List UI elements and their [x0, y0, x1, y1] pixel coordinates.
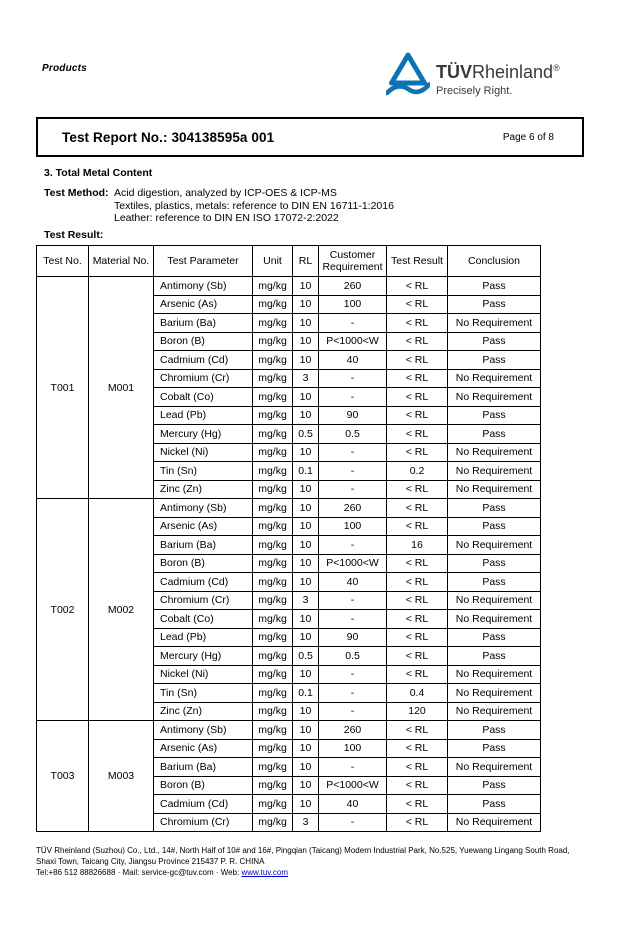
- table-row: [37, 277, 541, 296]
- requirement-cell: -: [319, 536, 387, 555]
- unit-cell: mg/kg: [253, 517, 293, 536]
- result-cell: < RL: [387, 739, 448, 758]
- column-header: Unit: [253, 246, 293, 277]
- logo-text: [436, 58, 560, 97]
- unit-cell: mg/kg: [253, 591, 293, 610]
- test-method-line: Leather: reference to DIN EN ISO 17072-2:2022: [114, 212, 339, 224]
- parameter-cell: Antimony (Sb): [154, 499, 253, 518]
- result-cell: < RL: [387, 332, 448, 351]
- conclusion-cell: Pass: [448, 332, 541, 351]
- result-cell: < RL: [387, 610, 448, 629]
- rl-cell: 10: [293, 480, 319, 499]
- unit-cell: mg/kg: [253, 369, 293, 388]
- test-no-cell: T001: [37, 277, 89, 499]
- parameter-cell: Chromium (Cr): [154, 813, 253, 832]
- conclusion-cell: No Requirement: [448, 314, 541, 333]
- conclusion-cell: Pass: [448, 628, 541, 647]
- column-header: Material No.: [89, 246, 154, 277]
- result-cell: 0.2: [387, 462, 448, 481]
- parameter-cell: Antimony (Sb): [154, 277, 253, 296]
- parameter-cell: Lead (Pb): [154, 406, 253, 425]
- logo-rheinland-text: Rheinland: [472, 62, 554, 82]
- unit-cell: mg/kg: [253, 277, 293, 296]
- parameter-cell: Mercury (Hg): [154, 425, 253, 444]
- parameter-cell: Barium (Ba): [154, 536, 253, 555]
- conclusion-cell: No Requirement: [448, 610, 541, 629]
- parameter-cell: Boron (B): [154, 554, 253, 573]
- material-no-cell: M001: [89, 277, 154, 499]
- parameter-cell: Tin (Sn): [154, 462, 253, 481]
- result-cell: < RL: [387, 554, 448, 573]
- unit-cell: mg/kg: [253, 665, 293, 684]
- requirement-cell: -: [319, 665, 387, 684]
- rl-cell: 10: [293, 536, 319, 555]
- material-no-cell: M003: [89, 721, 154, 832]
- parameter-cell: Nickel (Ni): [154, 665, 253, 684]
- requirement-cell: -: [319, 314, 387, 333]
- logo-wordmark: [436, 58, 560, 82]
- parameter-cell: Chromium (Cr): [154, 369, 253, 388]
- conclusion-cell: No Requirement: [448, 665, 541, 684]
- logo-registered-mark: ®: [553, 63, 560, 73]
- requirement-cell: 260: [319, 721, 387, 740]
- rl-cell: 10: [293, 610, 319, 629]
- result-cell: < RL: [387, 277, 448, 296]
- requirement-cell: 0.5: [319, 647, 387, 666]
- requirement-cell: -: [319, 443, 387, 462]
- rl-cell: 10: [293, 499, 319, 518]
- conclusion-cell: No Requirement: [448, 369, 541, 388]
- parameter-cell: Arsenic (As): [154, 517, 253, 536]
- result-cell: < RL: [387, 425, 448, 444]
- unit-cell: mg/kg: [253, 314, 293, 333]
- conclusion-cell: Pass: [448, 425, 541, 444]
- rl-cell: 10: [293, 702, 319, 721]
- result-cell: < RL: [387, 295, 448, 314]
- unit-cell: mg/kg: [253, 332, 293, 351]
- column-header: Test Parameter: [154, 246, 253, 277]
- result-cell: < RL: [387, 813, 448, 832]
- conclusion-cell: Pass: [448, 351, 541, 370]
- test-method-line: Textiles, plastics, metals: reference to DIN EN 16711-1:2016: [114, 199, 394, 212]
- conclusion-cell: No Requirement: [448, 591, 541, 610]
- rl-cell: 10: [293, 517, 319, 536]
- unit-cell: mg/kg: [253, 776, 293, 795]
- requirement-cell: 100: [319, 295, 387, 314]
- parameter-cell: Zinc (Zn): [154, 702, 253, 721]
- result-cell: < RL: [387, 665, 448, 684]
- parameter-cell: Boron (B): [154, 776, 253, 795]
- unit-cell: mg/kg: [253, 795, 293, 814]
- conclusion-cell: Pass: [448, 721, 541, 740]
- unit-cell: mg/kg: [253, 295, 293, 314]
- unit-cell: mg/kg: [253, 480, 293, 499]
- requirement-cell: 0.5: [319, 425, 387, 444]
- table-header-row: [37, 246, 541, 277]
- result-cell: < RL: [387, 758, 448, 777]
- rl-cell: 0.1: [293, 462, 319, 481]
- requirement-cell: -: [319, 369, 387, 388]
- rl-cell: 10: [293, 351, 319, 370]
- test-method-lines: [114, 187, 394, 225]
- result-cell: < RL: [387, 573, 448, 592]
- requirement-cell: 100: [319, 739, 387, 758]
- tuv-triangle-icon: [386, 51, 430, 98]
- requirement-cell: -: [319, 591, 387, 610]
- unit-cell: mg/kg: [253, 351, 293, 370]
- requirement-cell: 260: [319, 499, 387, 518]
- conclusion-cell: No Requirement: [448, 480, 541, 499]
- rl-cell: 10: [293, 314, 319, 333]
- test-result-label: Test Result:: [44, 229, 104, 241]
- conclusion-cell: Pass: [448, 295, 541, 314]
- table-row: [37, 499, 541, 518]
- footer-contact: [36, 867, 570, 878]
- test-result-table: [36, 245, 541, 832]
- footer-address: TÜV Rheinland (Suzhou) Co., Ltd., 14#, North Half of 10# and 16#, Pingqian (Taicang) Modern Industrial Park, No.525, Yuewang Lingang South Road, Shaxi Town, Taicang City, Jiangsu Province 215437 P. R. CHINA: [36, 846, 570, 866]
- parameter-cell: Cadmium (Cd): [154, 573, 253, 592]
- requirement-cell: -: [319, 813, 387, 832]
- logo-tagline: Precisely Right.: [436, 85, 513, 97]
- logo-tuv-text: TÜV: [436, 62, 472, 82]
- conclusion-cell: No Requirement: [448, 388, 541, 407]
- rl-cell: 10: [293, 332, 319, 351]
- rl-cell: 10: [293, 277, 319, 296]
- requirement-cell: 90: [319, 628, 387, 647]
- unit-cell: mg/kg: [253, 610, 293, 629]
- requirement-cell: P<1000<W: [319, 776, 387, 795]
- requirement-cell: -: [319, 610, 387, 629]
- rl-cell: 0.1: [293, 684, 319, 703]
- requirement-cell: P<1000<W: [319, 554, 387, 573]
- column-header: Test Result: [387, 246, 448, 277]
- rl-cell: 3: [293, 813, 319, 832]
- conclusion-cell: Pass: [448, 776, 541, 795]
- requirement-cell: 260: [319, 277, 387, 296]
- conclusion-cell: Pass: [448, 573, 541, 592]
- requirement-cell: P<1000<W: [319, 332, 387, 351]
- result-cell: < RL: [387, 314, 448, 333]
- requirement-cell: -: [319, 758, 387, 777]
- requirement-cell: -: [319, 480, 387, 499]
- parameter-cell: Lead (Pb): [154, 628, 253, 647]
- column-header: Conclusion: [448, 246, 541, 277]
- rl-cell: 10: [293, 573, 319, 592]
- rl-cell: 10: [293, 665, 319, 684]
- result-cell: < RL: [387, 499, 448, 518]
- result-cell: < RL: [387, 351, 448, 370]
- conclusion-cell: Pass: [448, 499, 541, 518]
- unit-cell: mg/kg: [253, 499, 293, 518]
- unit-cell: mg/kg: [253, 739, 293, 758]
- footer: [36, 845, 570, 878]
- unit-cell: mg/kg: [253, 721, 293, 740]
- parameter-cell: Cobalt (Co): [154, 388, 253, 407]
- parameter-cell: Arsenic (As): [154, 739, 253, 758]
- test-method-label: Test Method:: [44, 187, 109, 199]
- title-bar: [36, 117, 584, 157]
- conclusion-cell: No Requirement: [448, 684, 541, 703]
- conclusion-cell: No Requirement: [448, 536, 541, 555]
- conclusion-cell: Pass: [448, 406, 541, 425]
- parameter-cell: Chromium (Cr): [154, 591, 253, 610]
- result-cell: < RL: [387, 795, 448, 814]
- requirement-cell: 40: [319, 351, 387, 370]
- column-header: RL: [293, 246, 319, 277]
- parameter-cell: Cadmium (Cd): [154, 795, 253, 814]
- tuv-rheinland-logo: [386, 51, 560, 98]
- result-cell: < RL: [387, 517, 448, 536]
- conclusion-cell: No Requirement: [448, 758, 541, 777]
- requirement-cell: 40: [319, 573, 387, 592]
- result-cell: 16: [387, 536, 448, 555]
- test-method-block: [44, 187, 394, 225]
- unit-cell: mg/kg: [253, 647, 293, 666]
- conclusion-cell: No Requirement: [448, 702, 541, 721]
- parameter-cell: Antimony (Sb): [154, 721, 253, 740]
- result-cell: < RL: [387, 647, 448, 666]
- requirement-cell: 90: [319, 406, 387, 425]
- conclusion-cell: Pass: [448, 554, 541, 573]
- parameter-cell: Boron (B): [154, 332, 253, 351]
- requirement-cell: 100: [319, 517, 387, 536]
- rl-cell: 10: [293, 721, 319, 740]
- conclusion-cell: No Requirement: [448, 813, 541, 832]
- result-cell: < RL: [387, 591, 448, 610]
- conclusion-cell: Pass: [448, 277, 541, 296]
- rl-cell: 10: [293, 795, 319, 814]
- rl-cell: 3: [293, 369, 319, 388]
- conclusion-cell: Pass: [448, 517, 541, 536]
- test-no-cell: T003: [37, 721, 89, 832]
- result-cell: 0.4: [387, 684, 448, 703]
- footer-contact-text: Tel:+86 512 88826688 · Mail: service-gc@tuv.com · Web:: [36, 868, 242, 877]
- rl-cell: 10: [293, 295, 319, 314]
- rl-cell: 10: [293, 628, 319, 647]
- conclusion-cell: Pass: [448, 739, 541, 758]
- conclusion-cell: Pass: [448, 795, 541, 814]
- products-label: Products: [42, 63, 87, 74]
- report-number: Test Report No.: 304138595a 001: [62, 129, 275, 145]
- result-cell: < RL: [387, 388, 448, 407]
- parameter-cell: Cobalt (Co): [154, 610, 253, 629]
- table-row: [37, 721, 541, 740]
- conclusion-cell: Pass: [448, 647, 541, 666]
- result-cell: < RL: [387, 721, 448, 740]
- parameter-cell: Arsenic (As): [154, 295, 253, 314]
- rl-cell: 10: [293, 443, 319, 462]
- material-no-cell: M002: [89, 499, 154, 721]
- requirement-cell: -: [319, 388, 387, 407]
- column-header: Test No.: [37, 246, 89, 277]
- unit-cell: mg/kg: [253, 813, 293, 832]
- result-cell: < RL: [387, 406, 448, 425]
- unit-cell: mg/kg: [253, 388, 293, 407]
- conclusion-cell: No Requirement: [448, 443, 541, 462]
- unit-cell: mg/kg: [253, 443, 293, 462]
- parameter-cell: Mercury (Hg): [154, 647, 253, 666]
- unit-cell: mg/kg: [253, 573, 293, 592]
- unit-cell: mg/kg: [253, 406, 293, 425]
- parameter-cell: Barium (Ba): [154, 314, 253, 333]
- parameter-cell: Barium (Ba): [154, 758, 253, 777]
- rl-cell: 10: [293, 739, 319, 758]
- rl-cell: 0.5: [293, 647, 319, 666]
- rl-cell: 10: [293, 758, 319, 777]
- unit-cell: mg/kg: [253, 758, 293, 777]
- result-cell: 120: [387, 702, 448, 721]
- test-method-line: Acid digestion, analyzed by ICP-OES & ICP-MS: [114, 187, 337, 199]
- unit-cell: mg/kg: [253, 554, 293, 573]
- unit-cell: mg/kg: [253, 536, 293, 555]
- rl-cell: 10: [293, 776, 319, 795]
- footer-website-link[interactable]: www.tuv.com: [241, 868, 289, 877]
- requirement-cell: -: [319, 462, 387, 481]
- rl-cell: 0.5: [293, 425, 319, 444]
- rl-cell: 10: [293, 388, 319, 407]
- column-header: Customer Requirement: [319, 246, 387, 277]
- requirement-cell: -: [319, 684, 387, 703]
- requirement-cell: -: [319, 702, 387, 721]
- parameter-cell: Zinc (Zn): [154, 480, 253, 499]
- unit-cell: mg/kg: [253, 702, 293, 721]
- unit-cell: mg/kg: [253, 462, 293, 481]
- rl-cell: 3: [293, 591, 319, 610]
- rl-cell: 10: [293, 554, 319, 573]
- requirement-cell: 40: [319, 795, 387, 814]
- result-cell: < RL: [387, 776, 448, 795]
- result-cell: < RL: [387, 443, 448, 462]
- parameter-cell: Nickel (Ni): [154, 443, 253, 462]
- parameter-cell: Cadmium (Cd): [154, 351, 253, 370]
- rl-cell: 10: [293, 406, 319, 425]
- unit-cell: mg/kg: [253, 684, 293, 703]
- section-heading: 3. Total Metal Content: [44, 167, 153, 179]
- result-cell: < RL: [387, 369, 448, 388]
- result-cell: < RL: [387, 480, 448, 499]
- parameter-cell: Tin (Sn): [154, 684, 253, 703]
- unit-cell: mg/kg: [253, 628, 293, 647]
- test-no-cell: T002: [37, 499, 89, 721]
- conclusion-cell: No Requirement: [448, 462, 541, 481]
- result-cell: < RL: [387, 628, 448, 647]
- unit-cell: mg/kg: [253, 425, 293, 444]
- page-indicator: Page 6 of 8: [502, 131, 554, 143]
